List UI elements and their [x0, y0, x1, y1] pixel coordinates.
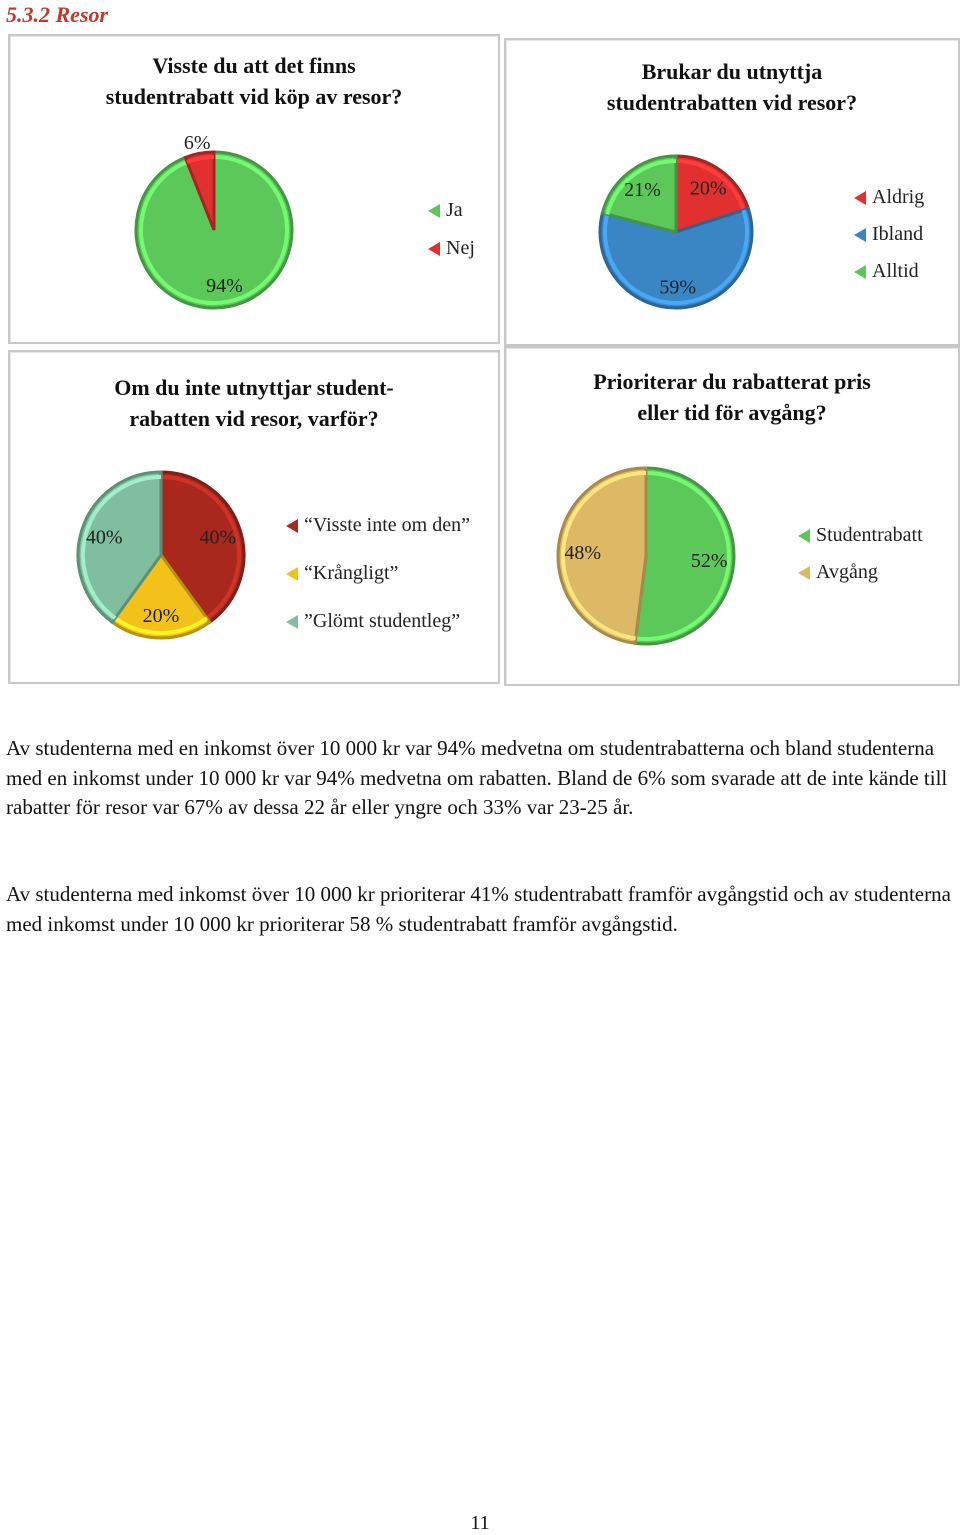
legend-swatch-icon — [428, 204, 440, 218]
legend-item — [428, 237, 475, 260]
legend-label: ”Glömt studentleg” — [304, 610, 461, 632]
legend-label: “Visste inte om den” — [304, 514, 470, 536]
pie-data-label: 21% — [624, 178, 661, 201]
legend-item — [286, 610, 460, 633]
chart-panel-usage — [504, 38, 960, 346]
legend-item — [798, 561, 878, 584]
legend-item — [286, 562, 398, 585]
legend-label: Aldrig — [872, 186, 925, 208]
legend-swatch-icon — [286, 519, 298, 533]
legend-swatch-icon — [854, 191, 866, 205]
chart-panel-reason — [8, 350, 500, 684]
paragraph-awareness: Av studenterna med en inkomst över 10 000 kr var 94% medvetna om studentrabatterna och bland studenterna med en inkomst under 10 000 kr var 94% medvetna om rabatten. Bland de 6% som svarade att de inte kände till rabatter för resor var 67% av dessa 22 år eller yngre och 33% var 23-25 år. — [6, 736, 948, 819]
chart-title — [10, 372, 498, 434]
pie-data-label: 40% — [85, 526, 123, 549]
legend-label: Nej — [446, 237, 475, 259]
legend-swatch-icon — [798, 566, 810, 580]
chart-panel-priority — [504, 346, 960, 686]
legend-swatch-icon — [286, 567, 298, 581]
legend-item — [428, 199, 463, 222]
legend-item — [798, 524, 923, 547]
chart-title-line1: Brukar du utnyttja — [641, 59, 823, 84]
legend-label: Studentrabatt — [816, 524, 923, 546]
pie-data-label: 40% — [199, 526, 237, 549]
paragraph-priority: Av studenterna med inkomst över 10 000 kr prioriterar 41% studentrabatt framför avgångstid och av studenterna med inkomst under 10 000 kr prioriterar 58 % studentrabatt framför avgångstid. — [6, 882, 951, 936]
pie-data-label: 20% — [142, 604, 180, 627]
section-title: 5.3.2 Resor — [6, 2, 109, 27]
chart-title-line2: rabatten vid resor, varför? — [129, 406, 379, 431]
legend-item — [854, 260, 919, 283]
chart-title — [506, 366, 958, 428]
pie-chart-aware — [134, 131, 294, 310]
pie-data-label: 48% — [564, 542, 602, 565]
page-number: 11 — [470, 1512, 490, 1534]
chart-title — [10, 50, 498, 112]
pie-data-label: 94% — [206, 275, 243, 298]
pie-chart-reason — [76, 470, 246, 640]
pie-data-label: 20% — [689, 177, 727, 200]
pie-chart-priority — [556, 466, 736, 646]
chart-panel-aware — [8, 34, 500, 344]
legend-swatch-icon — [428, 242, 440, 256]
chart-title-line2: studentrabatten vid resor? — [606, 90, 858, 115]
legend-swatch-icon — [854, 228, 866, 242]
chart-title-line1: Om du inte utnyttjar student- — [114, 375, 394, 400]
legend-label: Ibland — [872, 223, 924, 245]
legend-label: Ja — [446, 199, 463, 221]
chart-title-line2: eller tid för avgång? — [637, 400, 827, 425]
pie-data-label: 52% — [690, 549, 728, 572]
legend-swatch-icon — [854, 265, 866, 279]
chart-title-line1: Visste du att det finns — [152, 53, 356, 78]
legend-item — [854, 186, 924, 209]
chart-title — [506, 56, 958, 118]
legend-item — [854, 223, 923, 246]
legend-label: Avgång — [816, 561, 878, 583]
chart-title-line1: Prioriterar du rabatterat pris — [593, 369, 871, 394]
legend-swatch-icon — [798, 529, 810, 543]
chart-title-line2: studentrabatt vid köp av resor? — [105, 84, 403, 109]
pie-data-label: 6% — [183, 131, 211, 154]
pie-chart-usage — [598, 154, 754, 310]
pie-data-label: 59% — [659, 276, 697, 299]
legend-label: Alltid — [872, 260, 919, 282]
legend-swatch-icon — [286, 615, 298, 629]
legend-item — [286, 514, 470, 537]
legend-label: “Krångligt” — [304, 562, 399, 584]
